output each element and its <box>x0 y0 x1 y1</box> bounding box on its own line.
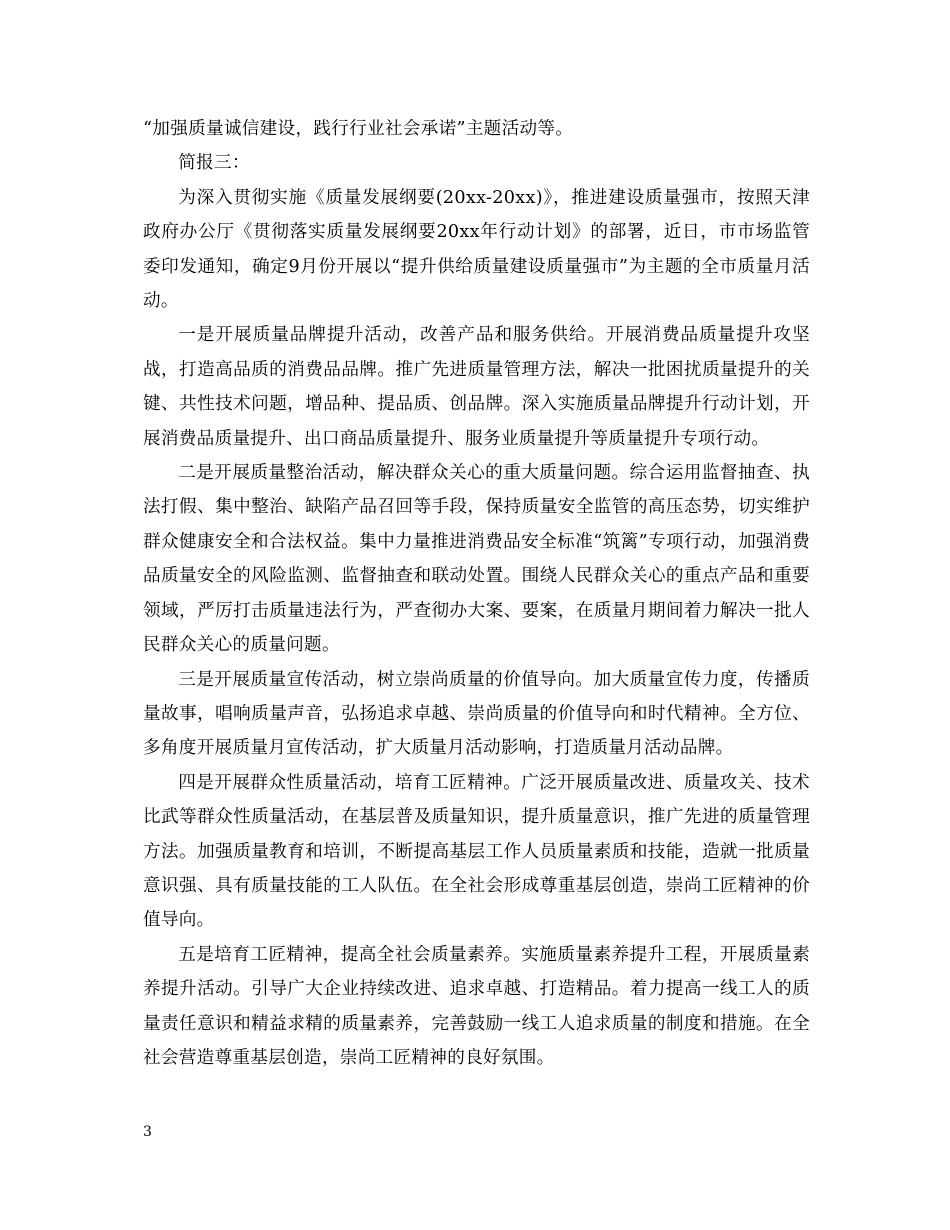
page-number: 3 <box>143 1124 152 1140</box>
paragraph-4: 一是开展质量品牌提升活动，改善产品和服务供给。开展消费品质量提升攻坚战，打造高品质的消费品品牌。推广先进质量管理方法，解决一批困扰质量提升的关键、共性技术问题，增品种、提品质、创品牌。深入实施质量品牌提升行动计划，开展消费品质量提升、出口商品质量提升、服务业质量提升等质量提升专项行动。 <box>143 325 810 449</box>
paragraph-1: “加强质量诚信建设，践行行业社会承诺”主题活动等。 <box>143 119 574 139</box>
paragraph-3: 为深入贯彻实施《质量发展纲要(20xx-20xx)》，推进建设质量强市，按照天津政府办公厅《贯彻落实质量发展纲要20xx年行动计划》的部署，近日，市市场监管委印发通知，确定9月份开展以“提升供给质量建设质量强市”为主题的全市质量月活动。 <box>143 187 810 312</box>
paragraph-6: 三是开展质量宣传活动，树立崇尚质量的价值导向。加大质量宣传力度，传播质量故事，唱响质量声音，弘扬追求卓越、崇尚质量的价值导向和时代精神。全方位、多角度开展质量月宣传活动，扩大质量月活动影响，打造质量月活动品牌。 <box>143 669 810 759</box>
paragraph-7: 四是开展群众性质量活动，培育工匠精神。广泛开展质量改进、质量攻关、技术比武等群众性质量活动，在基层普及质量知识，提升质量意识，推广先进的质量管理方法。加强质量教育和培训，不断提高基层工作人员质量素质和技能，造就一批质量意识强、具有质量技能的工人队伍。在全社会形成尊重基层创造，崇尚工匠精神的价值导向。 <box>143 772 810 931</box>
paragraph-5: 二是开展质量整治活动，解决群众关心的重大质量问题。综合运用监督抽查、执法打假、集中整治、缺陷产品召回等手段，保持质量安全监管的高压态势，切实维护群众健康安全和合法权益。集中力量推进消费品安全标准“筑篱”专项行动，加强消费品质量安全的风险监测、监督抽查和联动处置。围绕人民群众关心的重点产品和重要领域，严厉打击质量违法行为，严查彻办大案、要案，在质量月期间着力解决一批人民群众关心的质量问题。 <box>143 463 810 656</box>
document-body <box>143 112 810 1075</box>
paragraph-2-heading: 简报三： <box>178 153 250 174</box>
paragraph-8: 五是培育工匠精神，提高全社会质量素养。实施质量素养提升工程，开展质量素养提升活动。引导广大企业持续改进、追求卓越、打造精品。着力提高一线工人的质量责任意识和精益求精的质量素养，完善鼓励一线工人追求质量的制度和措施。在全社会营造尊重基层创造，崇尚工匠精神的良好氛围。 <box>143 944 810 1068</box>
